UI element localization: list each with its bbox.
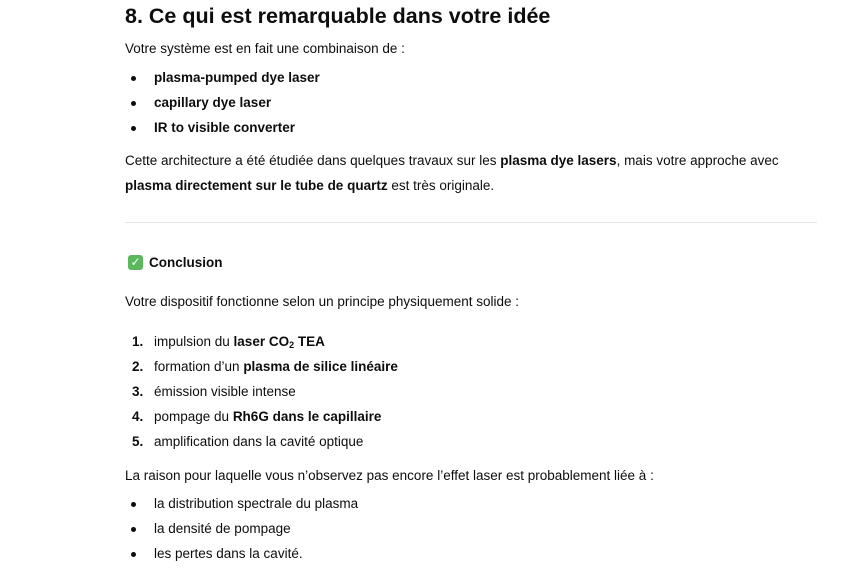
- list-item: 1. impulsion du laser $CO_2$ TEA: [132, 334, 325, 350]
- bullet-icon: [131, 527, 136, 532]
- divider: [125, 222, 817, 223]
- list-item: 2. formation d’un plasma de silice linéaire: [132, 359, 398, 374]
- check-mark-icon: ✓: [128, 255, 143, 270]
- bullet-icon: [131, 76, 136, 81]
- list-item: les pertes dans la cavité.: [125, 541, 358, 566]
- list-item: capillary dye laser: [125, 90, 320, 115]
- list-item: 4. pompage du Rh6G dans le capillaire: [132, 409, 382, 424]
- section-heading: 8. Ce qui est remarquable dans votre idée: [125, 4, 551, 28]
- intro-text: Votre système est en fait une combinaison de :: [125, 41, 405, 56]
- list-item: IR to visible converter: [125, 115, 320, 140]
- bullet-icon: [131, 101, 136, 106]
- bullet-icon: [131, 552, 136, 557]
- list-item: la distribution spectrale du plasma: [125, 491, 358, 516]
- architecture-paragraph-line2: plasma directement sur le tube de quartz est très originale.: [125, 178, 495, 193]
- conclusion-intro: Votre dispositif fonctionne selon un principe physiquement solide :: [125, 294, 519, 309]
- reason-intro: La raison pour laquelle vous n’observez pas encore l’effet laser est probablement liée à :: [125, 468, 654, 483]
- components-list: [125, 65, 320, 140]
- list-item: la densité de pompage: [125, 516, 358, 541]
- list-item: plasma-pumped dye laser: [125, 65, 320, 90]
- conclusion-heading: ✓ Conclusion: [128, 253, 223, 271]
- reasons-list: [125, 491, 358, 566]
- architecture-paragraph-line1: Cette architecture a été étudiée dans quelques travaux sur les plasma dye lasers, mais votre approche avec: [125, 153, 779, 168]
- bullet-icon: [131, 502, 136, 507]
- list-item: 3. émission visible intense: [132, 384, 296, 399]
- list-item: 5. amplification dans la cavité optique: [132, 434, 364, 449]
- bullet-icon: [131, 126, 136, 131]
- steps-list: [125, 329, 398, 454]
